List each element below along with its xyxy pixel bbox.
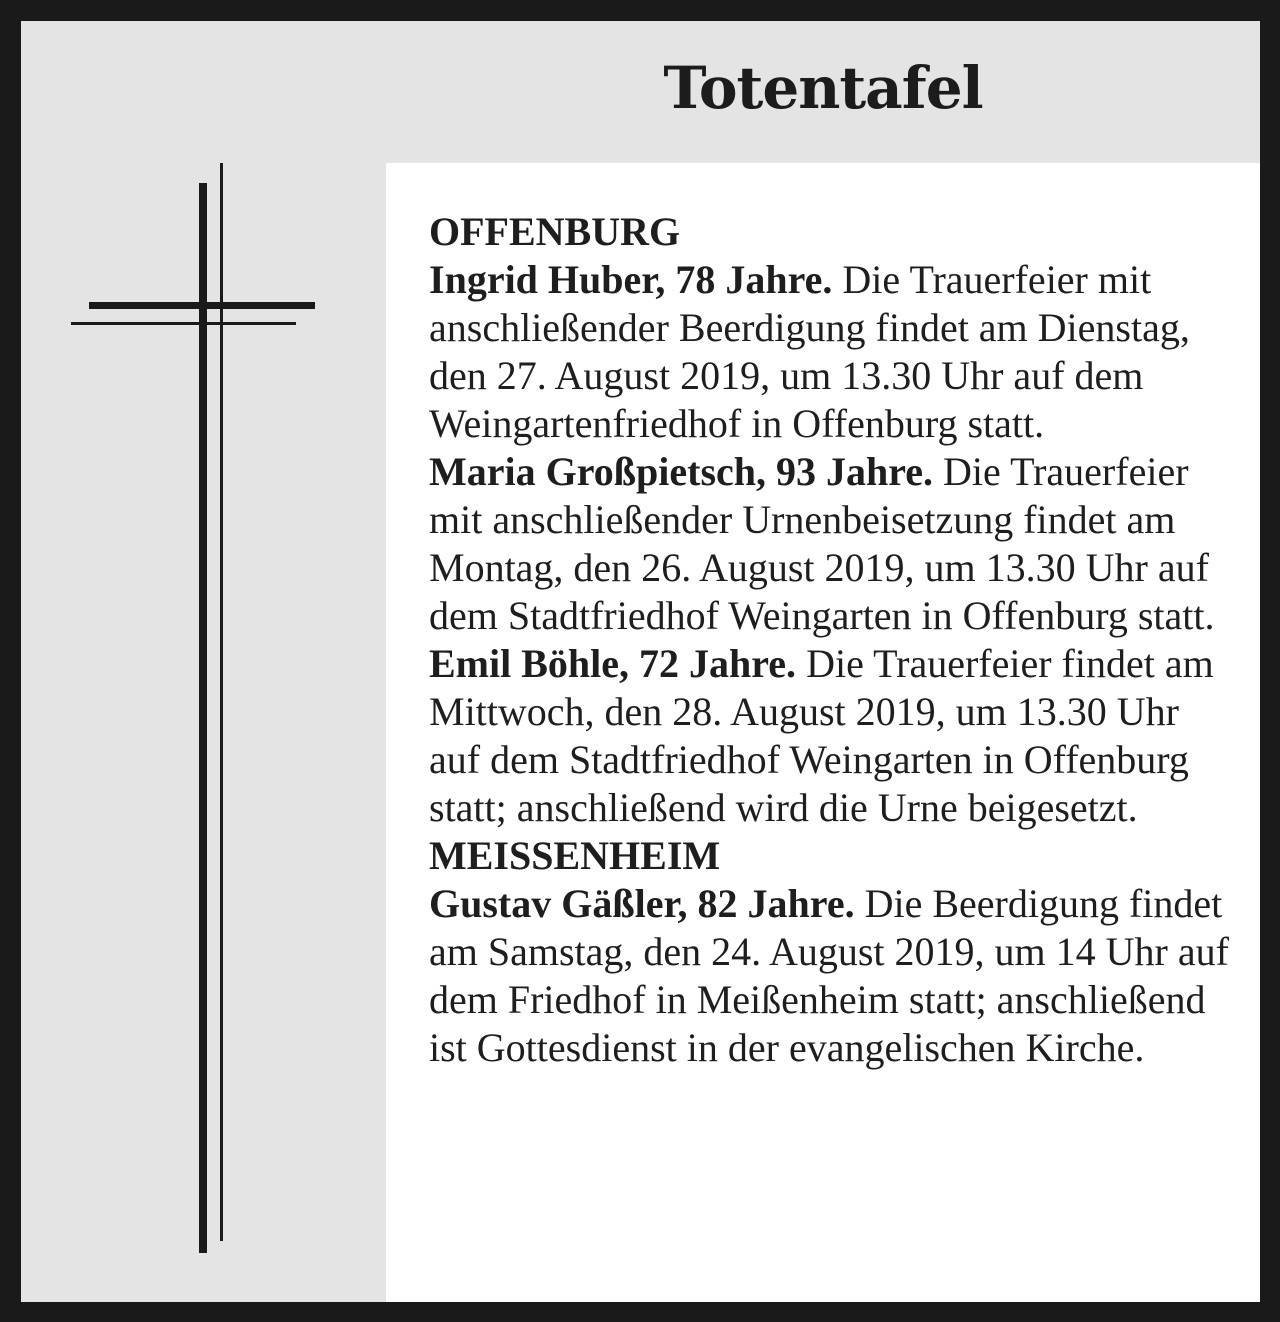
notice-text: [429, 208, 1239, 1072]
entry-name: Emil Böhle, 72 Jahre.: [429, 641, 797, 686]
entry-name: Maria Großpietsch, 93 Jahre.: [429, 449, 934, 494]
place-heading-meissenheim: MEISSENHEIM: [429, 833, 721, 878]
notice-entry: [429, 640, 1239, 832]
notice-entry: [429, 448, 1239, 640]
entry-text: Die Beerdigung findet am Samstag, den 24. August 2019, um 14 Uhr auf dem Friedhof in Meißenheim statt; anschließend ist Gottesdienst in der evangelischen Kirche.: [429, 881, 1229, 1070]
cross-icon: [21, 21, 386, 1302]
entry-text: Die Trauerfeier mit anschließender Beerdigung findet am Dienstag, den 27. August 2019, um 13.30 Uhr auf dem Weingartenfriedhof in Offenburg statt.: [429, 257, 1190, 446]
entry-text: Die Trauerfeier findet am Mittwoch, den 28. August 2019, um 13.30 Uhr auf dem Stadtfriedhof Weingarten in Offenburg statt; anschließend wird die Urne beigesetzt.: [429, 641, 1214, 830]
entry-name: Ingrid Huber, 78 Jahre.: [429, 257, 833, 302]
notice-entry: [429, 880, 1239, 1072]
place-heading-offenburg: OFFENBURG: [429, 209, 681, 254]
page-title: Totentafel: [663, 54, 983, 122]
notice-entry: [429, 256, 1239, 448]
entry-name: Gustav Gäßler, 82 Jahre.: [429, 881, 855, 926]
entry-text: Die Trauerfeier mit anschließender Urnenbeisetzung findet am Montag, den 26. August 2019, um 13.30 Uhr auf dem Stadtfriedhof Weingarten in Offenburg statt.: [429, 449, 1215, 638]
notice-content: [386, 163, 1260, 1302]
notice-panel: [21, 21, 1260, 1302]
